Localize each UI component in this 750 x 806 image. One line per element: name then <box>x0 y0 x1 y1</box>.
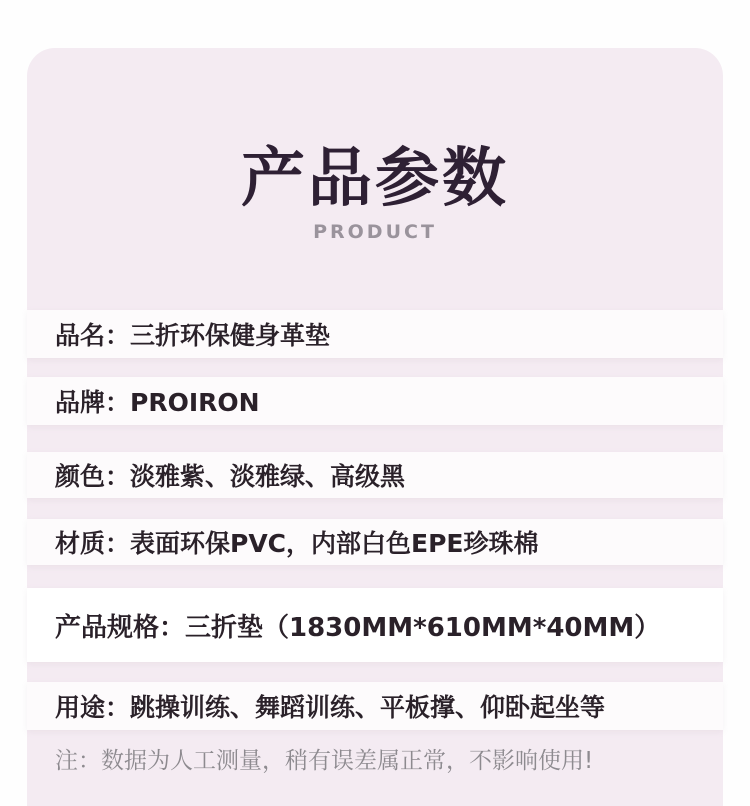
product-params-card <box>27 48 723 806</box>
section-subtitle: PRODUCT <box>313 221 437 243</box>
spec-text-brand: 品牌：PROIRON <box>55 388 260 417</box>
spec-row-usage <box>27 682 723 730</box>
spec-row-material <box>27 519 723 565</box>
spec-text-product-name: 品名：三折环保健身革垫 <box>55 321 331 350</box>
measurement-note: 注：数据为人工测量，稍有误差属正常，不影响使用! <box>55 748 594 774</box>
spec-text-size: 产品规格：三折垫（1830MM*610MM*40MM） <box>55 612 661 643</box>
spec-text-usage: 用途：跳操训练、舞蹈训练、平板撑、仰卧起坐等 <box>55 693 606 722</box>
spec-row-color <box>27 452 723 498</box>
spec-row-brand <box>27 377 723 425</box>
spec-row-product-name <box>27 310 723 358</box>
section-title: 产品参数 <box>241 142 509 216</box>
spec-text-material: 材质：表面环保PVC，内部白色EPE珍珠棉 <box>55 529 539 558</box>
spec-text-color: 颜色：淡雅紫、淡雅绿、高级黑 <box>55 462 406 491</box>
spec-row-size <box>27 588 723 662</box>
